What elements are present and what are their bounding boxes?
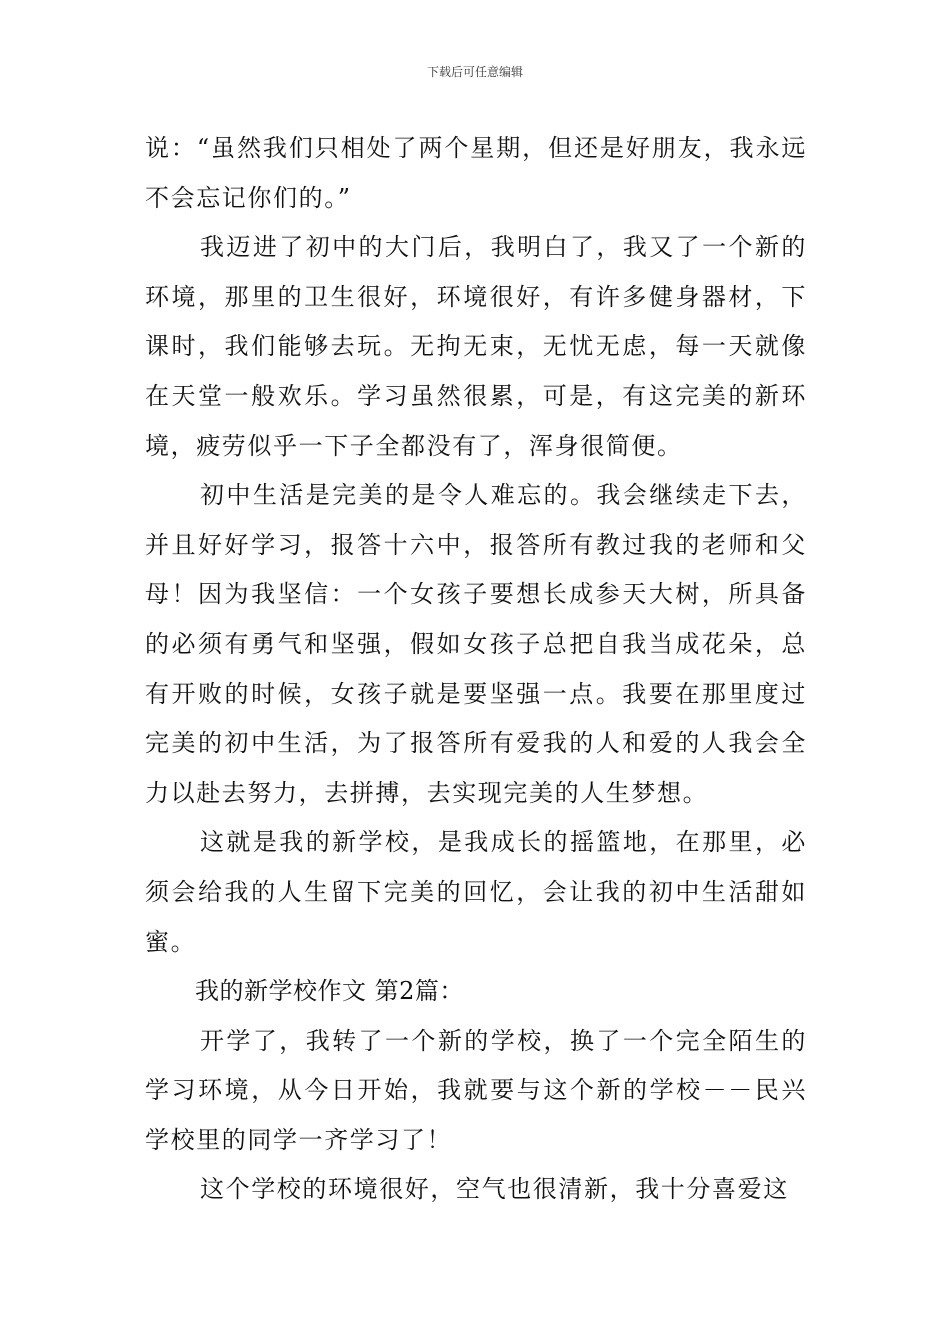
paragraph-new-environment: 我迈进了初中的大门后，我明白了，我又了一个新的环境，那里的卫生很好，环境很好，有许多健身器材，下课时，我们能够去玩。无拘无束，无忧无虑，每一天就像在天堂一般欢乐。学习虽然很累，可是，有这完美的新环境，疲劳似乎一下子全都没有了，浑身很简便。 <box>145 233 807 460</box>
page-header-note: 下载后可任意编辑 <box>426 65 523 79</box>
paragraph-junior-high-life: 初中生活是完美的是令人难忘的。我会继续走下去，并且好好学习，报答十六中，报答所有教过我的老师和父母！因为我坚信：一个女孩子要想长成参天大树，所具备的必须有勇气和坚强，假如女孩子总把自我当成花朵，总有开败的时候，女孩子就是要坚强一点。我要在那里度过完美的初中生活，为了报答所有爱我的人和爱的人我会全力以赴去努力，去拼搏，去实现完美的人生梦想。 <box>145 481 807 807</box>
paragraph-school-environment: 这个学校的环境很好，空气也很清新，我十分喜爱这 <box>200 1175 789 1204</box>
document-body <box>145 124 807 1215</box>
paragraph-school-start: 开学了，我转了一个新的学校，换了一个完全陌生的学习环境，从今日开始，我就要与这个新的学校－－民兴学校里的同学一齐学习了！ <box>145 1026 807 1154</box>
paragraph-new-school: 这就是我的新学校，是我成长的摇篮地，在那里，必须会给我的人生留下完美的回忆，会让我的初中生活甜如蜜。 <box>145 828 807 956</box>
section-heading: 我的新学校作文 第2篇： <box>195 977 464 1006</box>
paragraph-continuation: 说：“虽然我们只相处了两个星期，但还是好朋友，我永远不会忘记你们的。” <box>145 134 807 212</box>
